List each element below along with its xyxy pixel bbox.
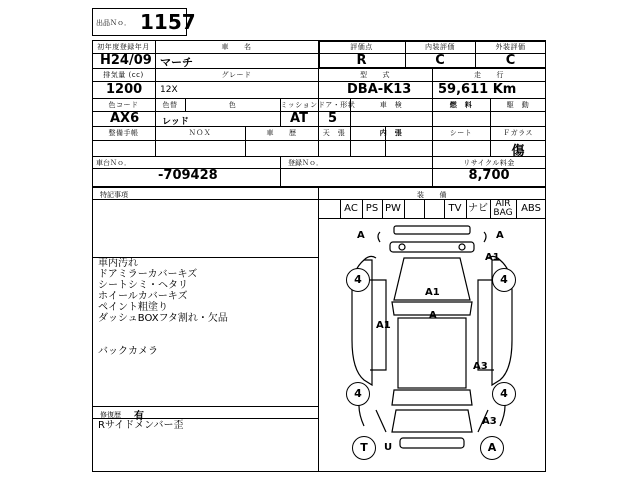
tire-front-left: 4: [346, 268, 370, 292]
drive-label: 駆 動: [506, 101, 530, 109]
repair-note: Rサイドメンバー歪: [98, 420, 184, 431]
notes-label: 特記事項: [100, 191, 128, 199]
seat-label: シート: [449, 129, 473, 137]
inspection-label: 車 検: [379, 101, 403, 109]
equipment-label: 装 備: [417, 191, 447, 199]
color-value: レッド: [162, 117, 189, 127]
tire-t: T: [352, 436, 376, 460]
exterior-eval-value: C: [505, 53, 516, 68]
equip-empty-1: [404, 200, 424, 218]
name-label: 車 名: [221, 43, 252, 51]
fglass-value: 傷: [511, 144, 525, 159]
damage-right-rear: A3: [473, 361, 488, 372]
manual-label: 整備手帳: [108, 129, 139, 137]
mission-label: ミッション: [280, 101, 318, 109]
equip-ps: PS: [365, 203, 379, 214]
lot-label: 出品Ｎｏ．: [96, 19, 131, 27]
damage-rear-bumper: A3: [482, 416, 497, 427]
reg-label: 登録Ｎｏ．: [288, 159, 323, 167]
cc-value: 1200: [106, 82, 143, 97]
damage-left-door: A1: [376, 320, 391, 331]
grade-value: 12X: [160, 85, 178, 95]
equip-tv: TV: [448, 203, 462, 214]
fuel-label: 燃 料: [449, 101, 473, 109]
name-value: マーチ: [160, 56, 193, 69]
note-line: 車内汚れ: [98, 258, 138, 269]
lot-number: 1157: [140, 10, 196, 34]
model-label: 型 式: [360, 71, 390, 79]
year-value: H24/09: [100, 53, 152, 68]
note-line-camera: バックカメラ: [98, 346, 158, 357]
colorcode-label: 色コード: [108, 101, 139, 109]
interior-eval-label: 内装評価: [425, 43, 455, 51]
equip-empty-2: [424, 200, 444, 218]
tire-a-bottom: A: [480, 436, 504, 460]
history-label: 車 歴: [266, 129, 297, 137]
note-line: ホイールカバーキズ: [98, 291, 188, 302]
nox-label: ＮＯＸ: [188, 129, 212, 137]
damage-hood: A1: [425, 287, 440, 298]
damage-front-left: A: [357, 230, 365, 241]
color-label: 色: [228, 101, 237, 109]
equip-airbag: AIR BAG: [493, 199, 513, 218]
tire-rear-right: 4: [492, 382, 516, 406]
damage-roof: A: [429, 310, 437, 321]
doors-label: ドア・形状: [318, 101, 356, 109]
chassis-label: 車台Ｎｏ．: [96, 159, 131, 167]
damage-front-right: A: [496, 230, 504, 241]
colorcode-value: AX6: [110, 111, 140, 126]
equip-ac: AC: [344, 203, 358, 214]
roof-label: 天 張: [322, 129, 346, 137]
inner-trim-label: 内 張: [379, 129, 403, 137]
chassis-value: -709428: [158, 168, 218, 183]
repair-value: 有: [134, 411, 144, 422]
year-label: 初年度登録年月: [97, 43, 150, 51]
recycle-value: 8,700: [468, 168, 510, 183]
score-value: R: [356, 53, 367, 68]
fglass-label: Ｆガラス: [503, 129, 533, 137]
note-line: ダッシュBOXフタ割れ・欠品: [98, 313, 228, 324]
interior-eval-value: C: [435, 53, 445, 68]
equip-pw: PW: [385, 203, 401, 214]
recycle-label: リサイクル料金: [463, 159, 515, 167]
mission-value: AT: [290, 111, 308, 126]
equip-abs: ABS: [521, 203, 541, 214]
exterior-eval-label: 外装評価: [495, 43, 526, 51]
damage-fender-right: A1: [485, 252, 500, 263]
tire-rear-left: 4: [346, 382, 370, 406]
note-line: ドアミラーカバーキズ: [98, 269, 198, 280]
colortype-label: 色替: [162, 101, 178, 109]
grade-label: グレード: [221, 71, 252, 79]
cc-label: 排気量 (cc): [103, 71, 144, 79]
mileage-value: 59,611 Km: [438, 82, 517, 97]
equip-navi: ナビ: [468, 203, 488, 214]
note-line: ペイント粗塗り: [98, 302, 168, 313]
tire-front-right: 4: [492, 268, 516, 292]
car-diagram: [320, 220, 544, 470]
model-value: DBA-K13: [347, 82, 412, 97]
doors-value: 5: [328, 111, 338, 126]
repair-label: 修復歴: [100, 411, 121, 419]
note-line: シートシミ・ヘタリ: [98, 280, 188, 291]
mileage-label: 走 行: [474, 71, 504, 79]
tire-u: U: [384, 442, 393, 453]
score-label: 評価点: [350, 43, 373, 51]
